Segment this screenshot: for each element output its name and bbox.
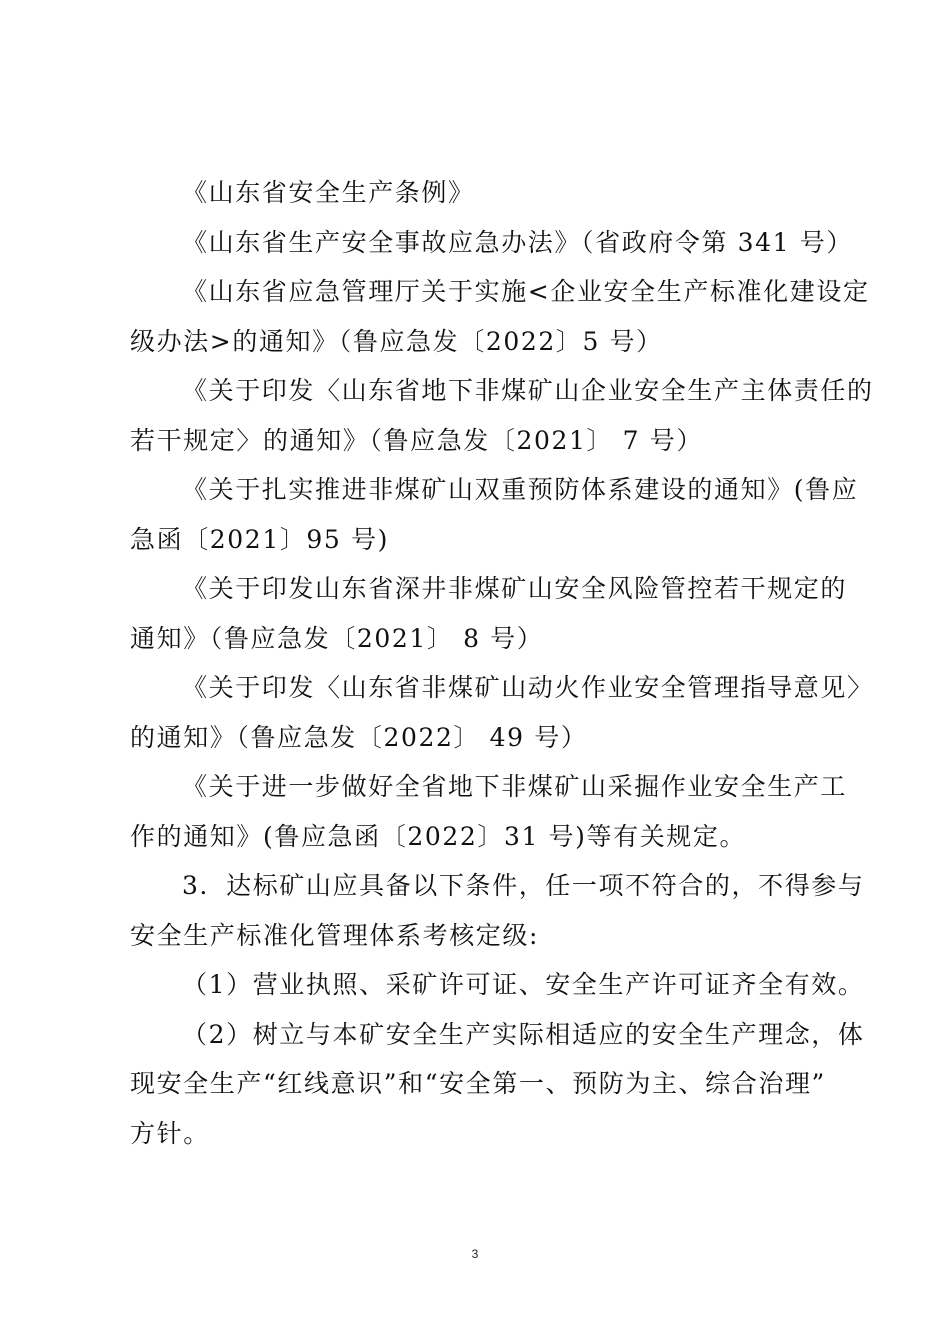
- document-body: [130, 168, 874, 1158]
- paragraph-line: （2）树立与本矿安全生产实际相适应的安全生产理念，体: [182, 1019, 865, 1049]
- paragraph-line: 若干规定〉的通知》（鲁应急发〔2021〕 7 号）: [130, 425, 703, 455]
- paragraph-line: 级办法>的通知》（鲁应急发〔2022〕5 号）: [130, 326, 663, 356]
- paragraph-line: 《关于印发〈山东省地下非煤矿山企业安全生产主体责任的: [182, 376, 874, 405]
- paragraph-line: 《关于印发〈山东省非煤矿山动火作业安全管理指导意见〉: [182, 673, 874, 702]
- paragraph-line: 方针。: [130, 1118, 210, 1148]
- page-number: 3: [471, 1247, 479, 1261]
- paragraph-line: 急函〔2021〕95 号): [130, 524, 389, 554]
- paragraph-line: 3．达标矿山应具备以下条件，任一项不符合的，不得参与: [182, 871, 865, 900]
- paragraph-line: 《山东省生产安全事故应急办法》（省政府令第 341 号）: [182, 227, 853, 257]
- paragraph-line: 安全生产标准化管理体系考核定级:: [130, 920, 540, 950]
- paragraph-line: 作的通知》(鲁应急函〔2022〕31 号)等有关规定。: [130, 821, 747, 851]
- paragraph-line: 《关于印发山东省深井非煤矿山安全风险管控若干规定的: [182, 574, 848, 603]
- paragraph-line: 现安全生产“红线意识”和“安全第一、预防为主、综合治理”: [130, 1069, 826, 1098]
- paragraph-line: 通知》（鲁应急发〔2021〕 8 号）: [130, 623, 544, 653]
- paragraph-line: 《关于扎实推进非煤矿山双重预防体系建设的通知》(鲁应: [182, 475, 859, 504]
- paragraph-line: 《山东省应急管理厅关于实施<企业安全生产标准化建设定: [182, 277, 870, 306]
- paragraph-line: 《关于进一步做好全省地下非煤矿山采掘作业安全生产工: [182, 772, 848, 801]
- paragraph-line: （1）营业执照、采矿许可证、安全生产许可证齐全有效。: [182, 970, 865, 999]
- paragraph-line: 《山东省安全生产条例》: [182, 178, 475, 207]
- paragraph-line: 的通知》（鲁应急发〔2022〕 49 号）: [130, 722, 588, 752]
